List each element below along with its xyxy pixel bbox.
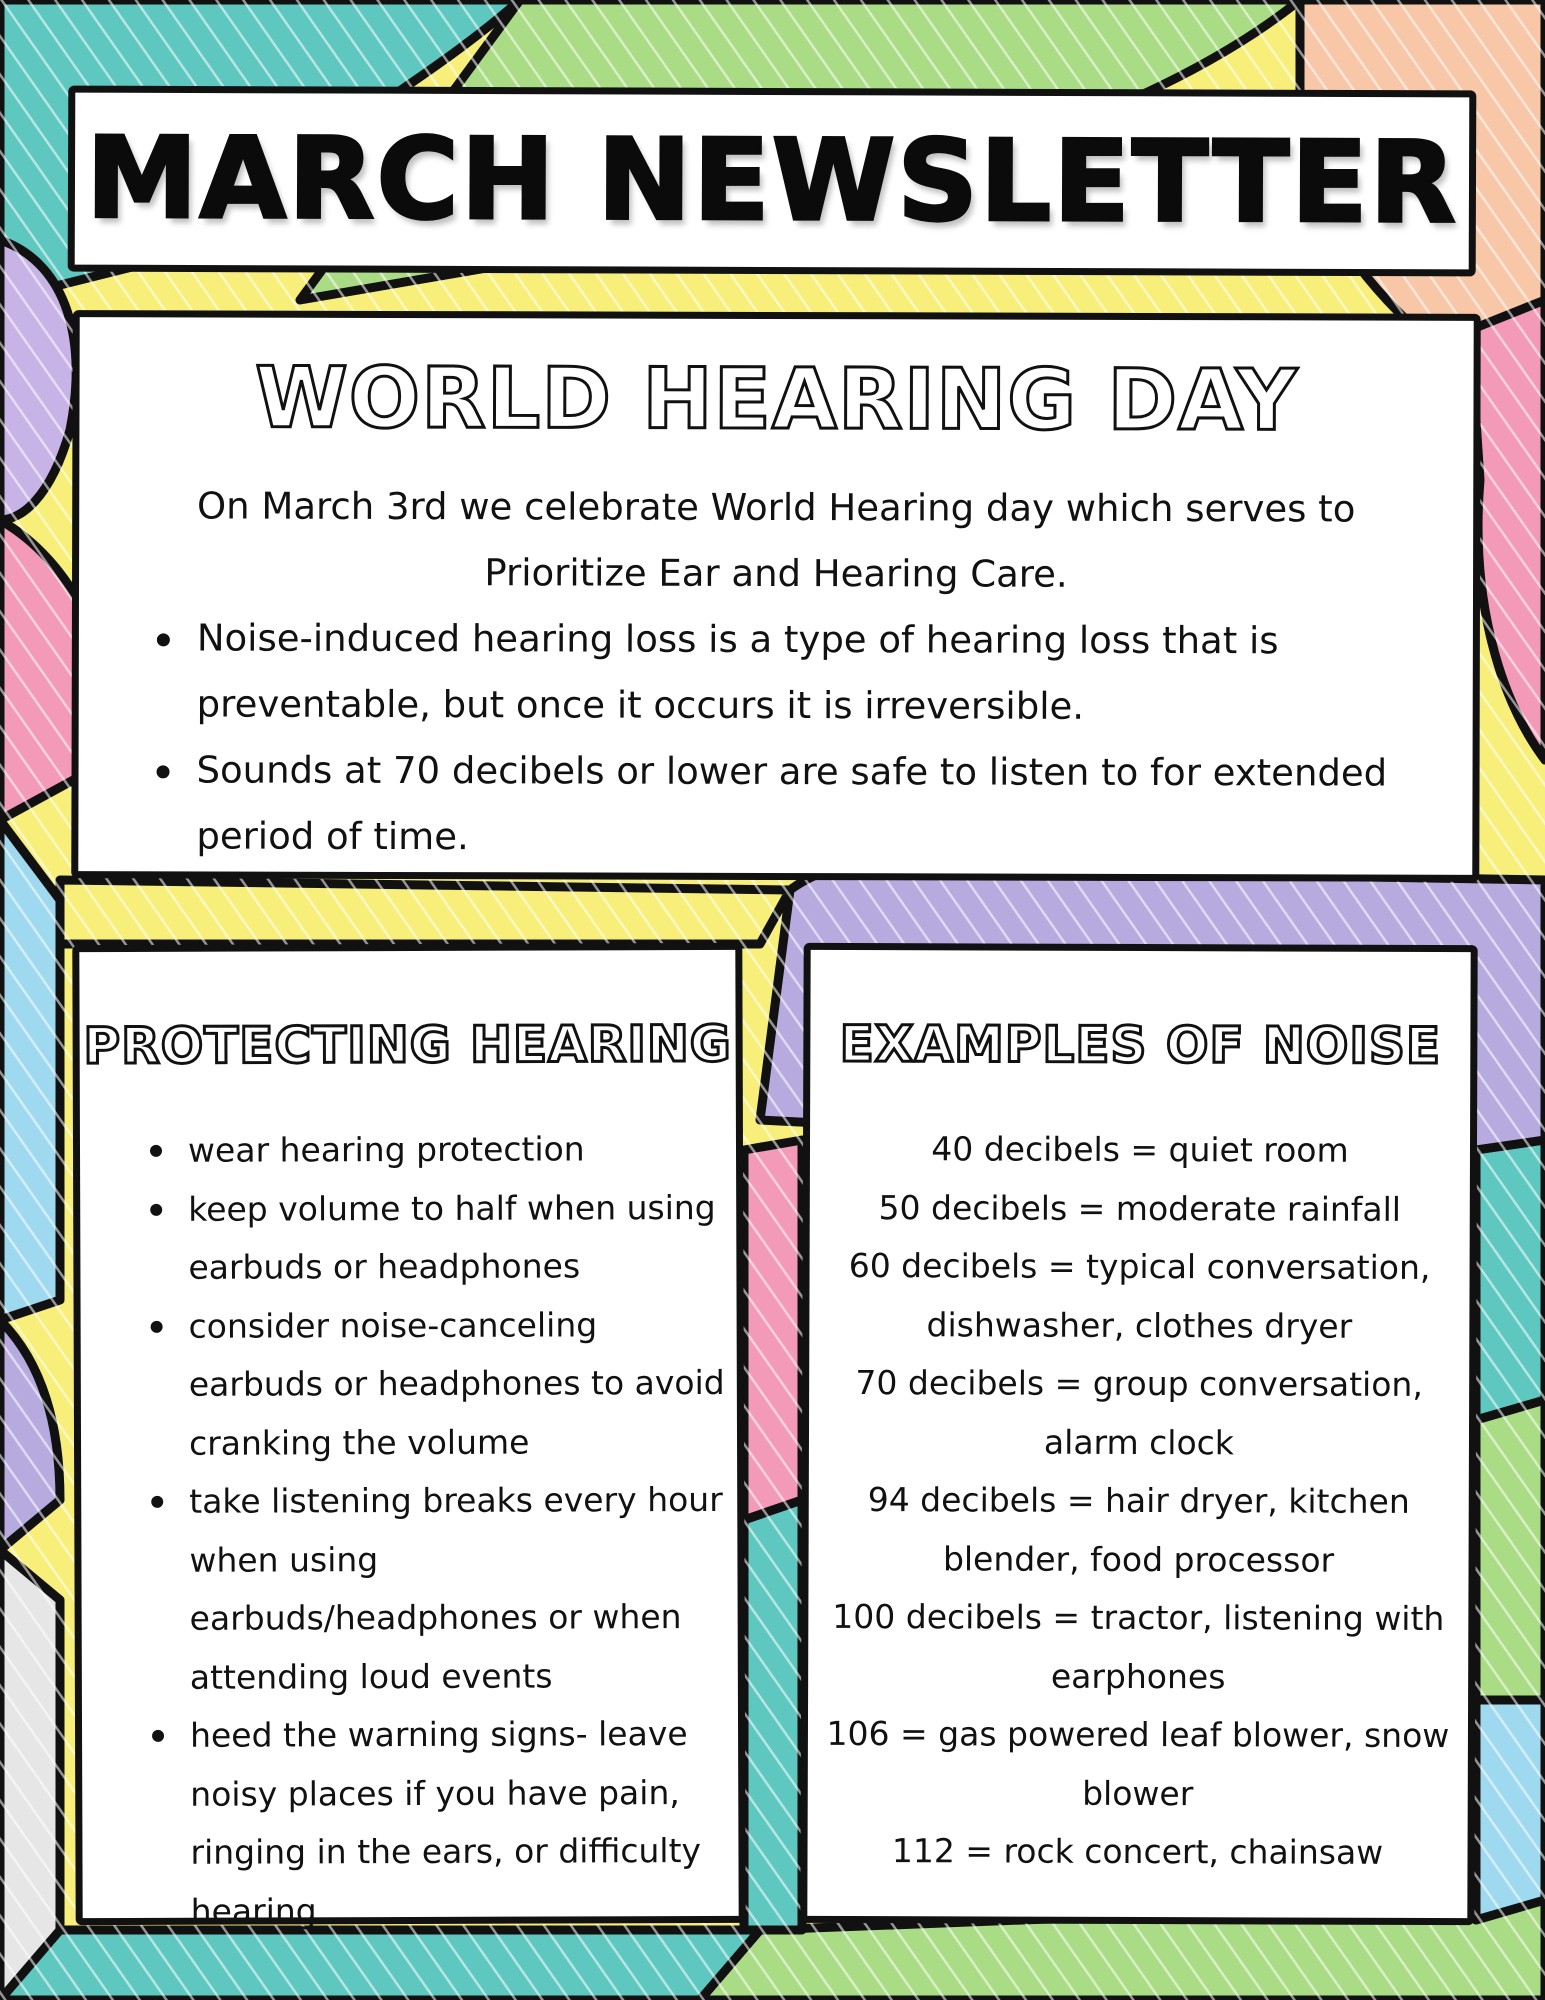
list-item: 100 decibels = tractor, listening with earphones (832, 1596, 1445, 1696)
list-item: take listening breaks every hour when using earbuds/headphones or when attending loud events (189, 1471, 728, 1707)
list-item: Sounds at 70 decibels or lower are safe to listen to for extended period of time. (196, 737, 1392, 872)
world-hearing-day-bullets (196, 605, 1393, 872)
world-hearing-day-intro: On March 3rd we celebrate World Hearing day which serves to Prioritize Ear and Hearing Care. (197, 484, 1356, 596)
list-item: heed the warning signs- leave noisy places if you have pain, ringing in the ears, or difficulty hearing (190, 1705, 729, 1941)
protecting-hearing-heading: PROTECTING HEARING (83, 1014, 732, 1076)
examples-of-noise-list (817, 1120, 1460, 1883)
list-item: 70 decibels = group conversation, alarm clock (855, 1363, 1423, 1462)
list-item: 60 decibels = typical conversation, dishwasher, clothes dryer (848, 1245, 1431, 1346)
protecting-hearing-panel (72, 943, 745, 1931)
list-item: wear hearing protection (188, 1120, 726, 1180)
newsletter-title: MARCH NEWSLETTER (85, 113, 1459, 249)
list-item: 106 = gas powered leaf blower, snow blower (826, 1713, 1450, 1813)
list-item: 50 decibels = moderate rainfall (878, 1187, 1402, 1229)
examples-of-noise-panel (800, 943, 1477, 1925)
list-item: consider noise-canceling earbuds or headphones to avoid cranking the volume (189, 1295, 728, 1472)
world-hearing-day-panel (71, 310, 1480, 882)
list-item: 112 = rock concert, chainsaw (891, 1831, 1384, 1872)
list-item: 94 decibels = hair dryer, kitchen blender, food processor (867, 1480, 1410, 1580)
title-banner (68, 86, 1477, 277)
list-item: 40 decibels = quiet room (931, 1129, 1349, 1170)
list-item: Noise-induced hearing loss is a type of hearing loss that is preventable, but once it occurs it is irreversible. (197, 605, 1393, 740)
protecting-hearing-list (188, 1120, 729, 1941)
world-hearing-day-heading: WORLD HEARING DAY (254, 348, 1299, 450)
list-item: keep volume to half when using earbuds or headphones (188, 1178, 726, 1297)
examples-of-noise-heading: EXAMPLES OF NOISE (839, 1014, 1442, 1076)
